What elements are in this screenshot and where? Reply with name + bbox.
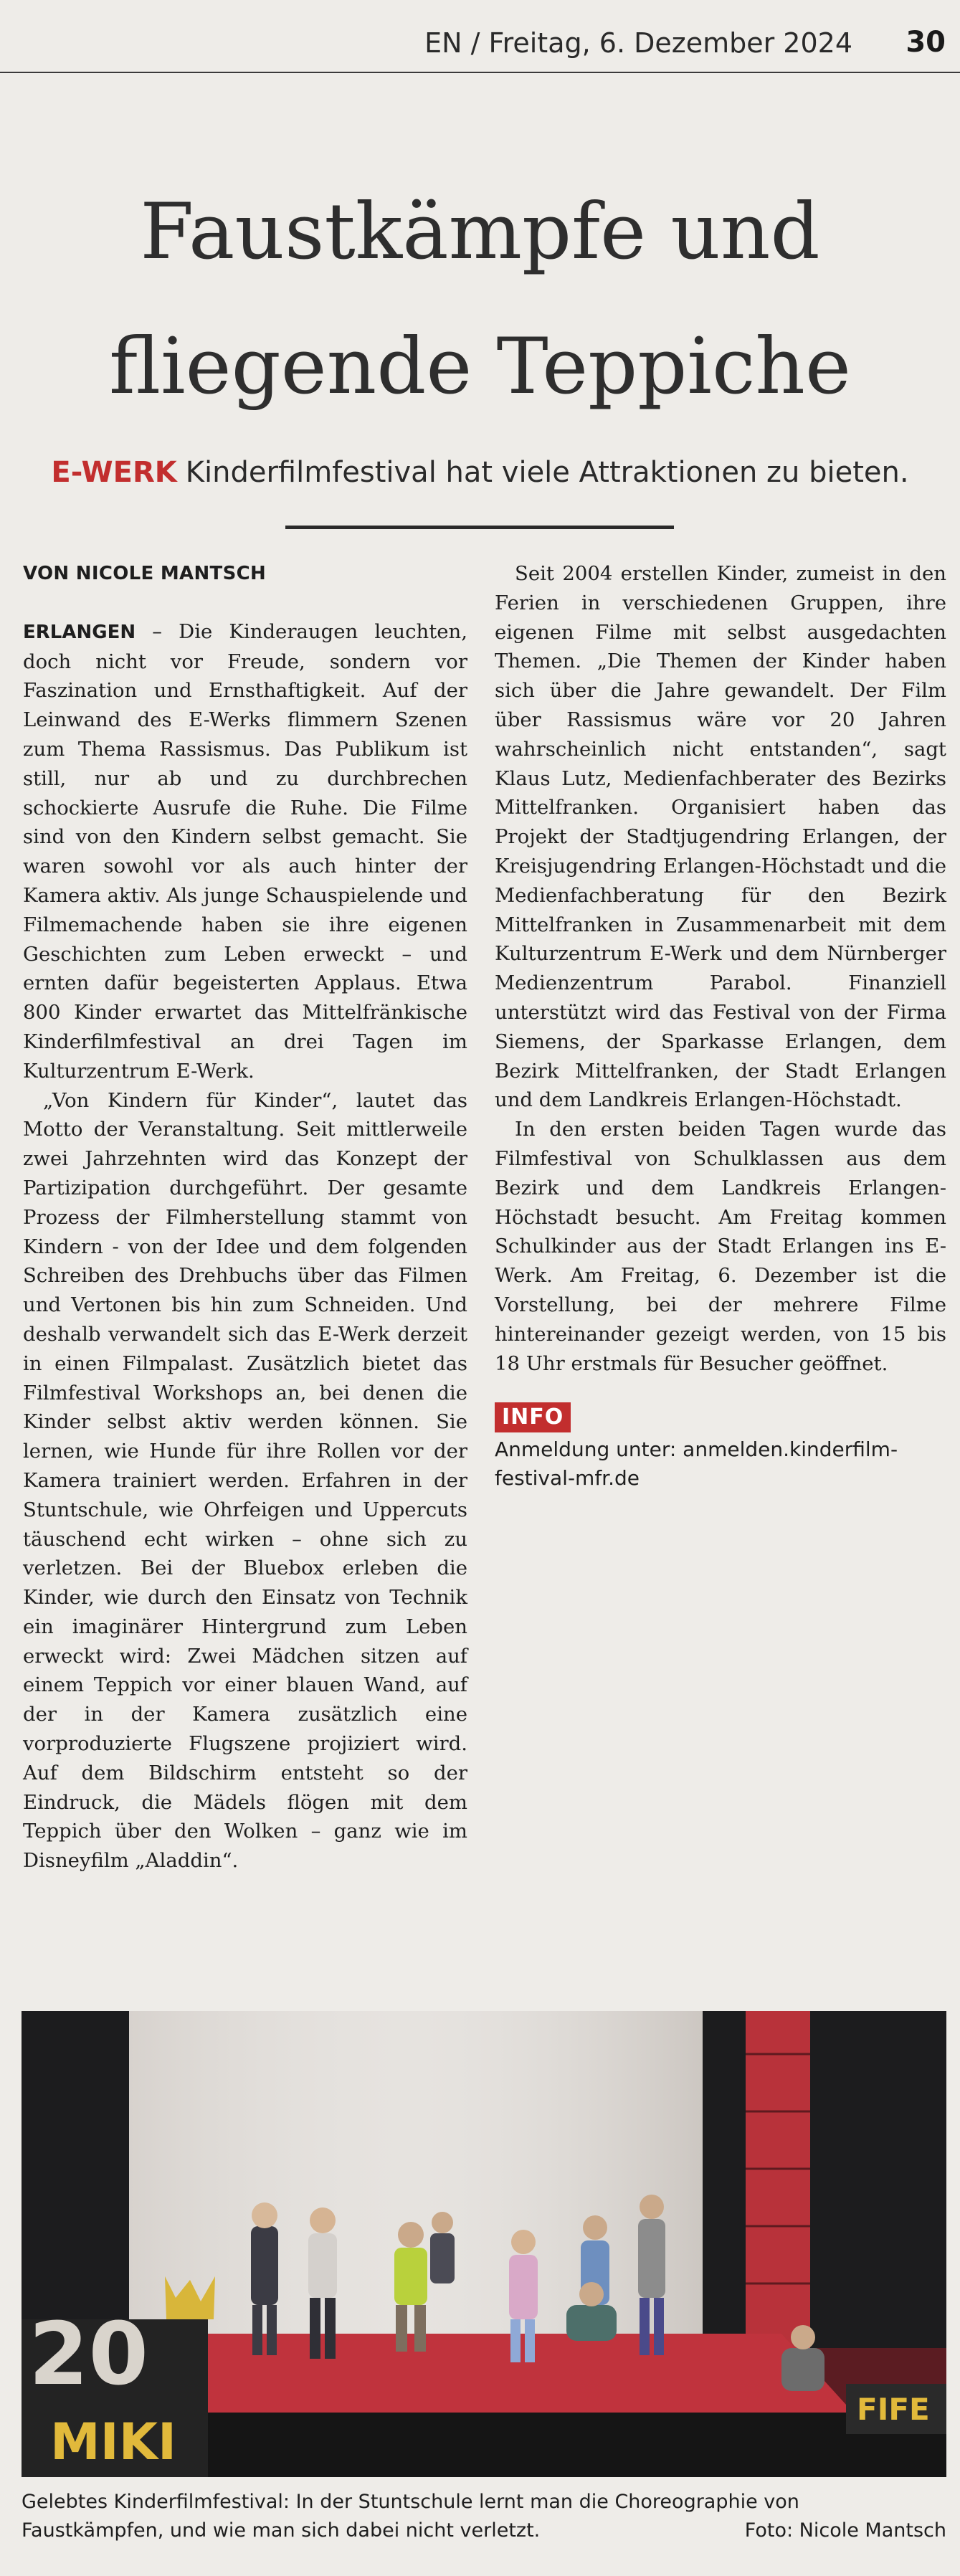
dateline: ERLANGEN <box>23 621 136 643</box>
sign-number: 20 <box>29 2305 148 2405</box>
article-photo <box>22 2011 946 2477</box>
paragraph-1-text: – Die Kinderaugen leuchten, doch nicht vor Freude, sondern vor Faszination und Ernsthaftigkeit. Auf der Leinwand des E-Werks flimmern Szenen zum Thema Rassismus. Das Publikum ist still, nur ab und zu durchbrechen schockierte Ausrufe die Ruhe. Die Filme sind von den Kindern selbst gemacht. Sie waren sowohl vor als auch hinter der Kamera aktiv. Als junge Schauspielende und Filmemachende haben sie ihre eigenen Geschichten zum Leben erweckt – und ernten dafür begeisterten Applaus. Etwa 800 Kinder erwartet das Mittelfränkische Kinderfilmfestival an drei Tagen im Kulturzentrum E-Werk. <box>23 619 467 1083</box>
info-badge: INFO <box>495 1402 571 1432</box>
info-text: Anmeldung unter: anmelden.kinderfilm-festival-mfr.de <box>495 1437 898 1491</box>
paragraph-3: Seit 2004 erstellen Kinder, zumeist in den Ferien in verschiedenen Gruppen, ihre eigenen Filme mit selbst ausgedachten Themen. „Die Themen der Kinder haben sich über die Jahre gewandelt. Der Film über Rassismus wäre vor 20 Jahren wahrscheinlich nicht entstanden“, sagt Klaus Lutz, Medienfachberater des Bezirks Mittelfranken. Organisiert haben das Projekt der Stadtjugendring Erlangen, der Kreisjugendring Erlangen-Höchstadt und die Medienfachberatung für den Bezirk Mittelfranken in Zusammenarbeit mit dem Kulturzentrum E-Werk und dem Nürnberger Medienzentrum Parabol. Finanziell unterstützt wird das Festival von der Firma Siemens, der Sparkasse Erlangen, dem Bezirk Mittelfranken, der Stadt Erlangen und dem Landkreis Erlangen-Höchstadt. <box>495 562 946 1112</box>
header-divider <box>0 72 960 73</box>
headline-line-1: Faustkämpfe und <box>140 187 820 277</box>
paragraph-4: In den ersten beiden Tagen wurde das Filmfestival von Schulklassen aus dem Bezirk und dem Landkreis Erlangen-Höchstadt besucht. Am Freitag kommen Schulkinder aus der Stadt Erlangen ins E-Werk. Am Freitag, 6. Dezember ist die Vorstellung, bei der mehrere Filme hintereinander gezeigt werden, von 15 bis 18 Uhr erstmals für Besucher geöffnet. <box>495 1118 946 1375</box>
kicker-tag: E-WERK <box>51 456 177 489</box>
subheadline-rule <box>285 526 674 529</box>
sign-word: MIKI <box>50 2413 176 2471</box>
stage-scene <box>22 2011 946 2477</box>
article-column-left <box>23 559 467 1876</box>
headline <box>0 165 960 434</box>
headline-line-2: fliegende Teppiche <box>109 322 851 412</box>
subheadline-text: Kinderfilmfestival hat viele Attraktionen zu bieten. <box>185 456 909 489</box>
photo-caption <box>22 2488 946 2545</box>
article-column-right <box>495 559 946 1493</box>
photo-credit: Foto: Nicole Mantsch <box>744 2519 946 2542</box>
subheadline <box>0 456 960 489</box>
paragraph-2: „Von Kindern für Kinder“, lautet das Motto der Veranstaltung. Seit mittlerweile zwei Jahrzehnten wird das Konzept der Partizipation durchgeführt. Der gesamte Prozess der Filmherstellung stammt von Kindern - von der Idee und dem folgenden Schreiben des Drehbuchs über das Filmen und Vertonen bis hin zum Schneiden. Und deshalb verwandelt sich das E-Werk derzeit in einen Filmpalast. Zusätzlich bietet das Filmfestival Workshops an, bei denen die Kinder selbst aktiv werden können. Sie lernen, wie Hunde für ihre Rollen vor der Kamera trainiert werden. Erfahren in der Stuntschule, wie Ohrfeigen und Uppercuts täuschend echt wirken – ohne sich zu verletzen. Bei der Bluebox erleben die Kinder, wie durch den Einsatz von Technik ein imaginärer Hintergrund zum Leben erweckt wird: Zwei Mädchen sitzen auf einem Teppich vor einer blauen Wand, auf der in der Kamera zusätzlich eine vorproduzierte Flugszene projiziert wird. Auf dem Bildschirm entsteht so der Eindruck, die Mädels flögen mit dem Teppich über den Wolken – ganz wie im Disneyfilm „Aladdin“. <box>23 1088 467 1873</box>
info-box <box>495 1402 946 1493</box>
header-date: EN / Freitag, 6. Dezember 2024 <box>424 27 852 59</box>
sign-right: FIFE <box>857 2392 930 2427</box>
paragraph-1 <box>23 617 467 1086</box>
byline: VON NICOLE MANTSCH <box>23 563 267 584</box>
caption-text: Gelebtes Kinderfilmfestival: In der Stuntschule lernt man die Choreographie von Faustkämpfen, und wie man sich dabei nicht verletzt. <box>22 2491 799 2542</box>
page-number: 30 <box>906 26 946 59</box>
